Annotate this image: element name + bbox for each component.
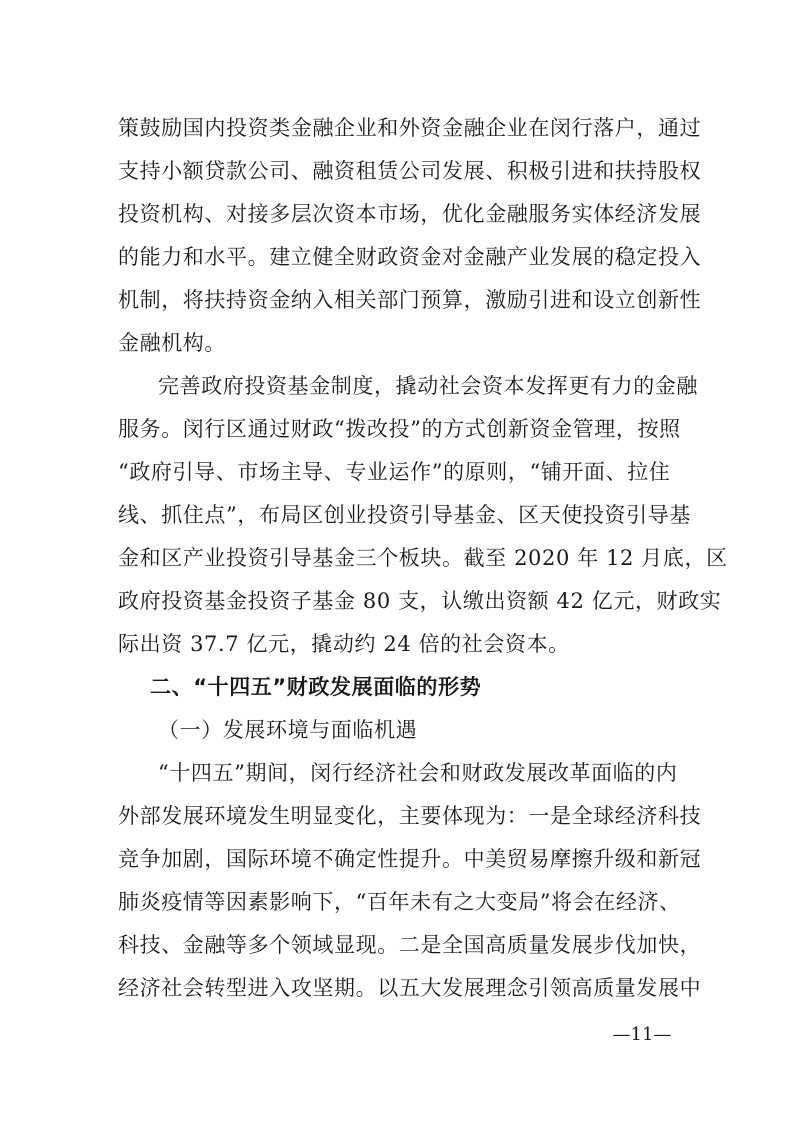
body-text-line: 外部发展环境发生明显变化，主要体现为：一是全球经济科技 xyxy=(118,804,702,828)
body-text-line: 服务。闵行区通过财政“拨改投”的方式创新资金管理，按照 xyxy=(118,417,681,441)
body-text-line: 投资机构、对接多层次资本市场，优化金融服务实体经济发展 xyxy=(118,202,702,226)
body-text-line: 科技、金融等多个领域显现。二是全国高质量发展步伐加快， xyxy=(118,933,702,957)
body-text-line: “十四五”期间，闵行经济社会和财政发展改革面临的内 xyxy=(158,761,678,785)
body-text-line: 完善政府投资基金制度，撬动社会资本发挥更有力的金融 xyxy=(158,374,698,398)
body-text-line: 金和区产业投资引导基金三个板块。截至 2020 年 12 月底，区 xyxy=(118,546,728,570)
body-text-line: 线、抓住点”，布局区创业投资引导基金、区天使投资引导基 xyxy=(118,503,691,527)
subsection-heading: （一）发展环境与面临机遇 xyxy=(158,718,418,742)
body-text-line: 政府投资基金投资子基金 80 支，认缴出资额 42 亿元，财政实 xyxy=(118,589,722,613)
body-text-line: “政府引导、市场主导、专业运作”的原则，“铺开面、拉住 xyxy=(118,460,671,484)
body-text-line: 竞争加剧，国际环境不确定性提升。中美贸易摩擦升级和新冠 xyxy=(118,847,702,871)
body-text-line: 金融机构。 xyxy=(118,331,226,355)
body-text-line: 机制，将扶持资金纳入相关部门预算，激励引进和设立创新性 xyxy=(118,288,702,312)
page-number: —11— xyxy=(612,1024,672,1045)
body-text-line: 策鼓励国内投资类金融企业和外资金融企业在闵行落户，通过 xyxy=(118,116,702,140)
body-text-line: 支持小额贷款公司、融资租赁公司发展、积极引进和扶持股权 xyxy=(118,159,702,183)
body-text-line: 肺炎疫情等因素影响下，“百年未有之大变局”将会在经济、 xyxy=(118,890,681,914)
body-text-line: 的能力和水平。建立健全财政资金对金融产业发展的稳定投入 xyxy=(118,245,702,269)
body-text-line: 际出资 37.7 亿元，撬动约 24 倍的社会资本。 xyxy=(118,632,570,656)
section-heading: 二、“十四五”财政发展面临的形势 xyxy=(150,675,482,699)
body-text-line: 经济社会转型进入攻坚期。以五大发展理念引领高质量发展中 xyxy=(118,976,702,1000)
